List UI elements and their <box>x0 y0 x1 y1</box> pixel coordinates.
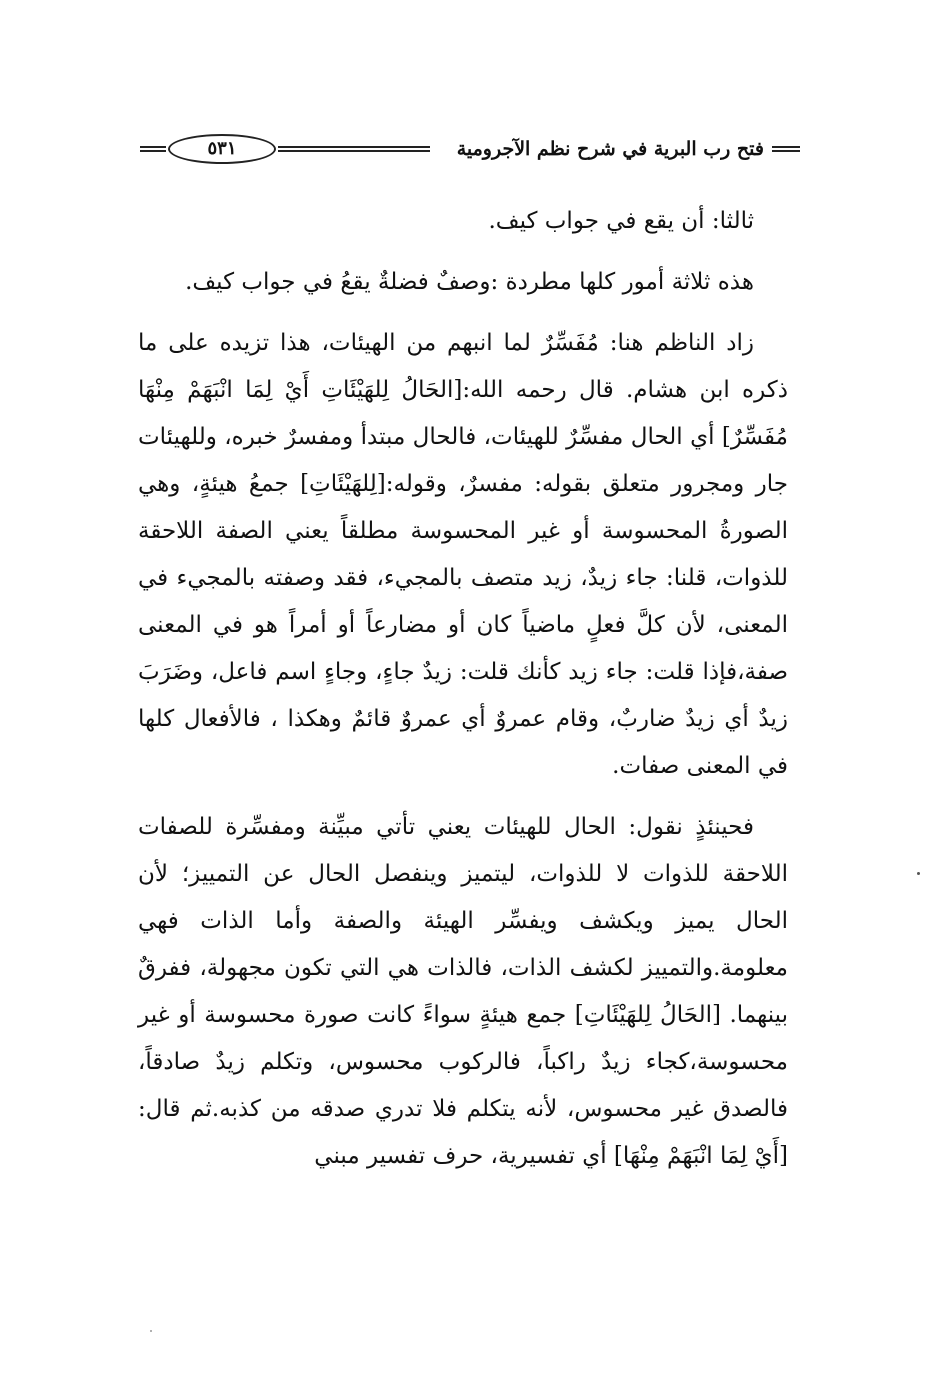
page-number: ٥٣١ <box>168 134 276 164</box>
running-header <box>140 130 800 170</box>
header-rule-right <box>772 146 800 152</box>
paragraph-1: ثالثا: أن يقع في جواب كيف. <box>488 208 754 234</box>
paragraph-2: هذه ثلاثة أمور كلها مطردة :وصفٌ فضلةٌ يقعُ في جواب كيف. <box>185 269 754 295</box>
body-text <box>138 198 788 1194</box>
paragraph-3: زاد الناظم هنا: مُفَسِّرٌ لما انبهم من الهيئات، هذا تزيده على ما ذكره ابن هشام. قال رحمه الله:[الحَالُ لِلهَيْئَاتِ أَيْ لِمَا انْبَهَمْ مِنْهَا مُفَسِّرٌ] أي الحال مفسِّرٌ للهيئات، فالحال مبتدأ ومفسرٌ خبره، وللهيئات جار ومجرور متعلق بقوله: مفسرٌ، وقوله:[لِلهَيْئَاتِ] جمعُ هيئةٍ، وهي الصورةُ المحسوسة أو غير المحسوسة مطلقاً يعني الصفة اللاحقة للذوات، قلنا: جاء زيدٌ، زيد متصف بالمجيء، فقد وصفته بالمجيء في المعنى، لأن كلَّ فعلٍ ماضياً كان أو مضارعاً أو أمراً هو في المعنى صفة،فإذا قلت: جاء زيد كأنك قلت: زيدٌ جاءٍ، وجاءٍ اسم فاعل، وضَرَبَ زيدٌ أي زيدٌ ضاربٌ، وقام عمروٌ أي عمروٌ قائمٌ وهكذا ، فالأفعال كلها في المعنى صفات. <box>138 330 788 779</box>
header-rule-left <box>140 146 166 152</box>
header-rule-middle <box>278 146 430 152</box>
book-title: فتح رب البرية في شرح نظم الآجرومية <box>456 138 764 160</box>
scan-speck <box>917 872 920 875</box>
paragraph-4: فحينئذٍ نقول: الحال للهيئات يعني تأتي مبيِّنة ومفسِّرة للصفات اللاحقة للذوات لا للذوات، ليتميز وينفصل الحال عن التمييز؛ لأن الحال يميز ويكشف ويفسِّر الهيئة والصفة وأما الذات فهي معلومة.والتمييز لكشف الذات، فالذات هي التي تكون مجهولة، ففرقٌ بينهما. [الحَالُ لِلهَيْئَاتِ] جمع هيئةٍ سواءً كانت صورة محسوسة أو غير محسوسة،كجاء زيدٌ راكباً، فالركوب محسوس، وتكلم زيدٌ صادقاً، فالصدق غير محسوس، لأنه يتكلم فلا تدري صدقه من كذبه.ثم قال:[أَيْ لِمَا انْبَهَمْ مِنْهَا] أي تفسيرية، حرف تفسير مبني <box>138 814 788 1169</box>
scan-speck-bottom <box>150 1330 152 1332</box>
